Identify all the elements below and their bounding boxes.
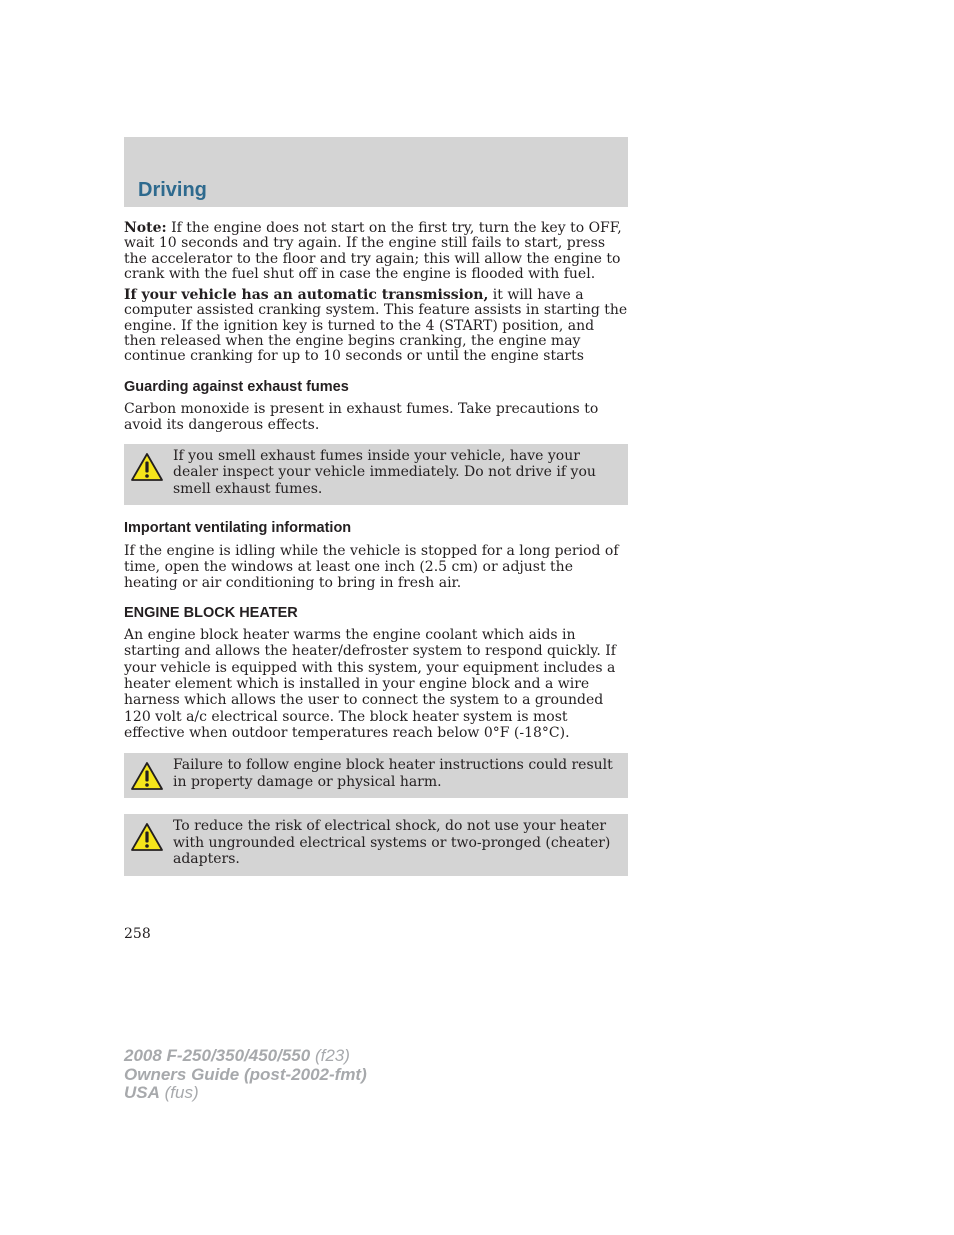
block-heater-heading: ENGINE BLOCK HEATER (124, 604, 298, 621)
document-footer (124, 1047, 367, 1103)
warning-text-block-heater: Failure to follow engine block heater instructions could result in property damage or physical harm. (173, 757, 613, 790)
auto-transmission-label: If your vehicle has an automatic transmission, (124, 287, 489, 304)
auto-transmission-paragraph (124, 288, 628, 364)
note-paragraph (124, 221, 628, 282)
page-content (124, 221, 628, 892)
ventilation-heading: Important ventilating information (124, 520, 352, 537)
note-label: Note: (124, 220, 167, 236)
exhaust-heading: Guarding against exhaust fumes (124, 378, 349, 395)
warning-box-exhaust (124, 444, 628, 506)
footer-line-model (124, 1047, 367, 1066)
page-number: 258 (124, 926, 151, 942)
section-header (124, 137, 628, 207)
note-text: If the engine does not start on the first try, turn the key to OFF, wait 10 seconds and try again. If the engine still fails to start, press the accelerator to the floor and try again; this will allow the engine to crank with the fuel shut off in case the engine is flooded with fuel. (124, 220, 622, 282)
footer-region-code: (fus) (159, 1083, 199, 1102)
warning-box-block-heater (124, 753, 628, 798)
warning-triangle-icon (130, 822, 164, 852)
warning-text-electrical: To reduce the risk of electrical shock, do not use your heater with ungrounded electrical systems or two-pronged (cheater) adapters. (173, 818, 611, 868)
warning-text-exhaust: If you smell exhaust fumes inside your vehicle, have your dealer inspect your vehicle immediately. Do not drive if you smell exhaust fumes. (173, 447, 596, 497)
warning-triangle-icon (130, 452, 164, 482)
exhaust-paragraph: Carbon monoxide is present in exhaust fumes. Take precautions to avoid its dangerous effects. (124, 400, 599, 434)
warning-box-electrical (124, 814, 628, 876)
block-heater-paragraph: An engine block heater warms the engine coolant which aids in starting and allows the heater/defroster system to respond quickly. If your vehicle is equipped with this system, your equipment includes a heater element which is installed in your engine block and a wire harness which allows the user to connect the system to a grounded 120 volt a/c electrical source. The block heater system is most effective when outdoor temperatures reach below 0°F (-18°C). (124, 627, 616, 741)
footer-region: USA (124, 1083, 160, 1102)
footer-model: 2008 F-250/350/450/550 (124, 1046, 311, 1065)
footer-model-code: (f23) (310, 1046, 350, 1065)
footer-guide: Owners Guide (post-2002-fmt) (124, 1064, 367, 1084)
warning-triangle-icon (130, 761, 164, 791)
section-title: Driving (138, 179, 207, 201)
auto-transmission-text: it will have a computer assisted cranking system. This feature assists in starting the engine. If the ignition key is turned to the 4 (START) position, and then released when the engine begins cranking, the engine may continue cranking for up to 10 seconds or until the engine starts (124, 287, 628, 365)
footer-line-region (124, 1084, 367, 1103)
ventilation-paragraph: If the engine is idling while the vehicle is stopped for a long period of time, open the windows at least one inch (2.5 cm) or adjust the heating or air conditioning to bring in fresh air. (124, 542, 619, 591)
